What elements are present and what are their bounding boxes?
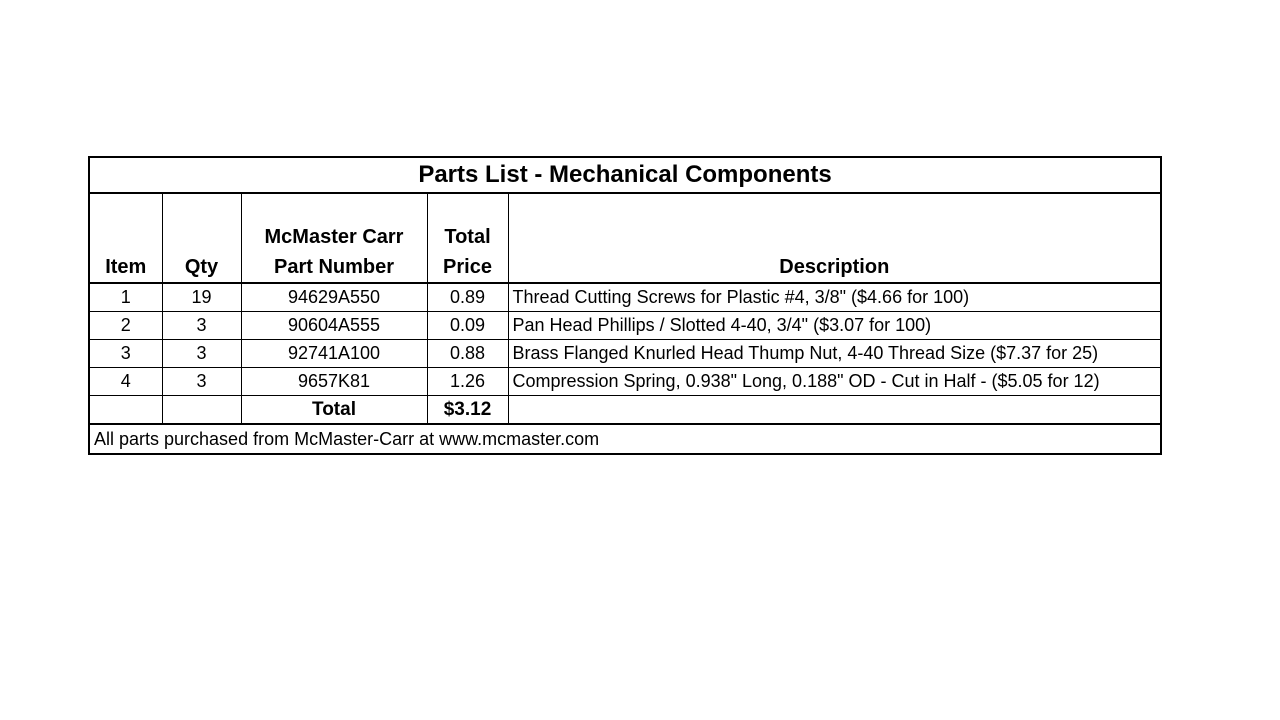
row-qty: 3 bbox=[162, 340, 241, 368]
header-qty: Qty bbox=[162, 193, 241, 283]
header-part-number: McMaster Carr Part Number bbox=[241, 193, 427, 283]
header-total-price: Total Price bbox=[427, 193, 508, 283]
row-part-number: 94629A550 bbox=[241, 283, 427, 312]
row-item: 2 bbox=[89, 312, 162, 340]
table-row bbox=[89, 283, 1161, 312]
total-label: Total bbox=[241, 396, 427, 425]
row-price: 0.89 bbox=[427, 283, 508, 312]
row-price: 0.88 bbox=[427, 340, 508, 368]
table-row bbox=[89, 312, 1161, 340]
row-description: Compression Spring, 0.938" Long, 0.188" OD - Cut in Half - ($5.05 for 12) bbox=[508, 368, 1161, 396]
row-item: 4 bbox=[89, 368, 162, 396]
row-qty: 3 bbox=[162, 312, 241, 340]
row-item: 3 bbox=[89, 340, 162, 368]
row-description: Thread Cutting Screws for Plastic #4, 3/8" ($4.66 for 100) bbox=[508, 283, 1161, 312]
table-row bbox=[89, 368, 1161, 396]
table-row bbox=[89, 340, 1161, 368]
total-value: $3.12 bbox=[427, 396, 508, 425]
empty-cell bbox=[508, 396, 1161, 425]
footer-row bbox=[89, 424, 1161, 454]
row-price: 0.09 bbox=[427, 312, 508, 340]
total-row bbox=[89, 396, 1161, 425]
parts-list-table bbox=[88, 156, 1162, 455]
row-item: 1 bbox=[89, 283, 162, 312]
row-description: Brass Flanged Knurled Head Thump Nut, 4-40 Thread Size ($7.37 for 25) bbox=[508, 340, 1161, 368]
empty-cell bbox=[89, 396, 162, 425]
row-part-number: 90604A555 bbox=[241, 312, 427, 340]
row-description: Pan Head Phillips / Slotted 4-40, 3/4" ($3.07 for 100) bbox=[508, 312, 1161, 340]
header-item: Item bbox=[89, 193, 162, 283]
table-title: Parts List - Mechanical Components bbox=[89, 157, 1161, 193]
title-row bbox=[89, 157, 1161, 193]
empty-cell bbox=[162, 396, 241, 425]
header-row bbox=[89, 193, 1161, 283]
row-part-number: 9657K81 bbox=[241, 368, 427, 396]
row-price: 1.26 bbox=[427, 368, 508, 396]
row-qty: 19 bbox=[162, 283, 241, 312]
header-description: Description bbox=[508, 193, 1161, 283]
row-qty: 3 bbox=[162, 368, 241, 396]
footer-note: All parts purchased from McMaster-Carr at www.mcmaster.com bbox=[89, 424, 1161, 454]
row-part-number: 92741A100 bbox=[241, 340, 427, 368]
